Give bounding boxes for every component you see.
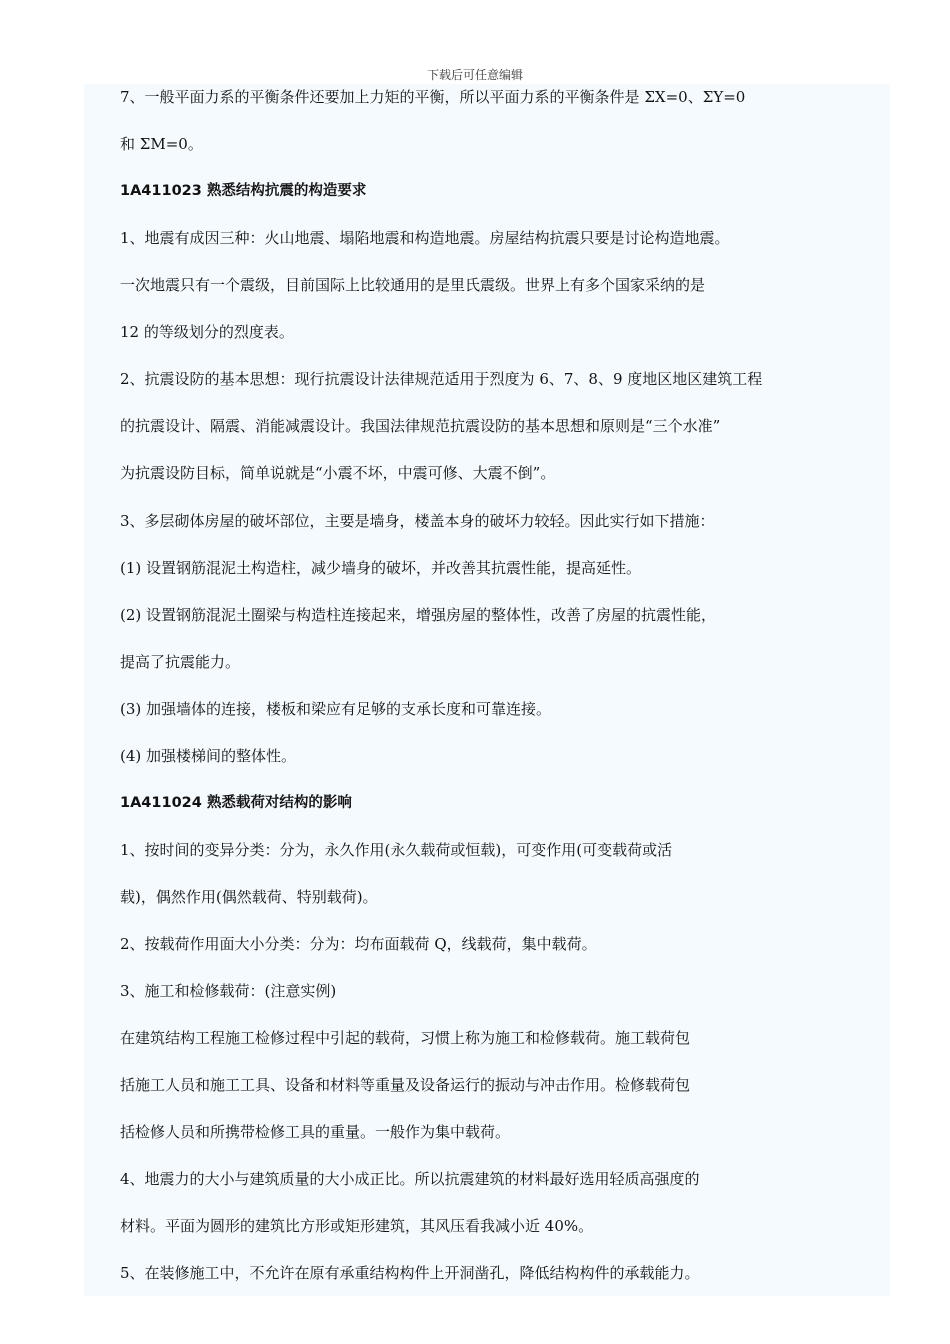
text-line: 为抗震设防目标，简单说就是“小震不坏，中震可修、大震不倒”。: [120, 464, 556, 482]
text-line: 3、多层砌体房屋的破坏部位，主要是墙身，楼盖本身的破坏力较轻。因此实行如下措施：: [120, 512, 715, 530]
text-line: 5、在装修施工中，不允许在原有承重结构构件上开洞凿孔，降低结构构件的承载能力。: [120, 1264, 700, 1282]
text-line: 1、地震有成因三种：火山地震、塌陷地震和构造地震。房屋结构抗震只要是讨论构造地震。: [120, 229, 730, 247]
list-item: (2) 设置钢筋混泥土圈梁与构造柱连接起来，增强房屋的整体性，改善了房屋的抗震性能，: [120, 606, 717, 624]
text-line: 一次地震只有一个震级，目前国际上比较通用的是里氏震级。世界上有多个国家采纳的是: [120, 276, 706, 294]
section-heading: 1A411023 熟悉结构抗震的构造要求: [120, 183, 367, 199]
text-line: 1、按时间的变异分类：分为，永久作用(永久载荷或恒载)，可变作用(可变载荷或活: [120, 841, 673, 859]
text-line: 12 的等级划分的烈度表。: [120, 323, 294, 341]
text-line: 载)，偶然作用(偶然载荷、特别载荷)。: [120, 888, 378, 906]
list-item: (1) 设置钢筋混泥土构造柱，减少墙身的破坏，并改善其抗震性能，提高延性。: [120, 559, 642, 577]
text-line: 提高了抗震能力。: [120, 653, 241, 671]
text-line: 括施工人员和施工工具、设备和材料等重量及设备运行的振动与冲击作用。检修载荷包: [120, 1076, 691, 1094]
text-line: 4、地震力的大小与建筑质量的大小成正比。所以抗震建筑的材料最好选用轻质高强度的: [120, 1170, 700, 1188]
text-line: 2、按载荷作用面大小分类：分为：均布面载荷 Q，线载荷，集中载荷。: [120, 935, 597, 953]
page-header-note: 下载后可任意编辑: [426, 68, 523, 82]
text-line: 在建筑结构工程施工检修过程中引起的载荷，习惯上称为施工和检修载荷。施工载荷包: [120, 1029, 691, 1047]
document-body: [84, 84, 890, 1296]
text-line: 3、施工和检修载荷：(注意实例): [120, 982, 337, 1000]
text-line: 括检修人员和所携带检修工具的重量。一般作为集中载荷。: [120, 1123, 511, 1141]
section-heading: 1A411024 熟悉载荷对结构的影响: [120, 795, 352, 811]
list-item: (3) 加强墙体的连接，楼板和梁应有足够的支承长度和可靠连接。: [120, 700, 552, 718]
text-line: 材料。平面为圆形的建筑比方形或矩形建筑，其风压看我减小近 40%。: [120, 1217, 594, 1235]
text-line: 和 ΣM=0。: [120, 135, 203, 153]
list-item: (4) 加强楼梯间的整体性。: [120, 747, 297, 765]
text-line: 的抗震设计、隔震、消能减震设计。我国法律规范抗震设防的基本思想和原则是“三个水准”: [120, 417, 721, 435]
text-line: 2、抗震设防的基本思想：现行抗震设计法律规范适用于烈度为 6、7、8、9 度地区地区建筑工程: [120, 370, 763, 388]
text-line: 7、一般平面力系的平衡条件还要加上力矩的平衡，所以平面力系的平衡条件是 ΣX=0、ΣY=0: [120, 88, 746, 106]
